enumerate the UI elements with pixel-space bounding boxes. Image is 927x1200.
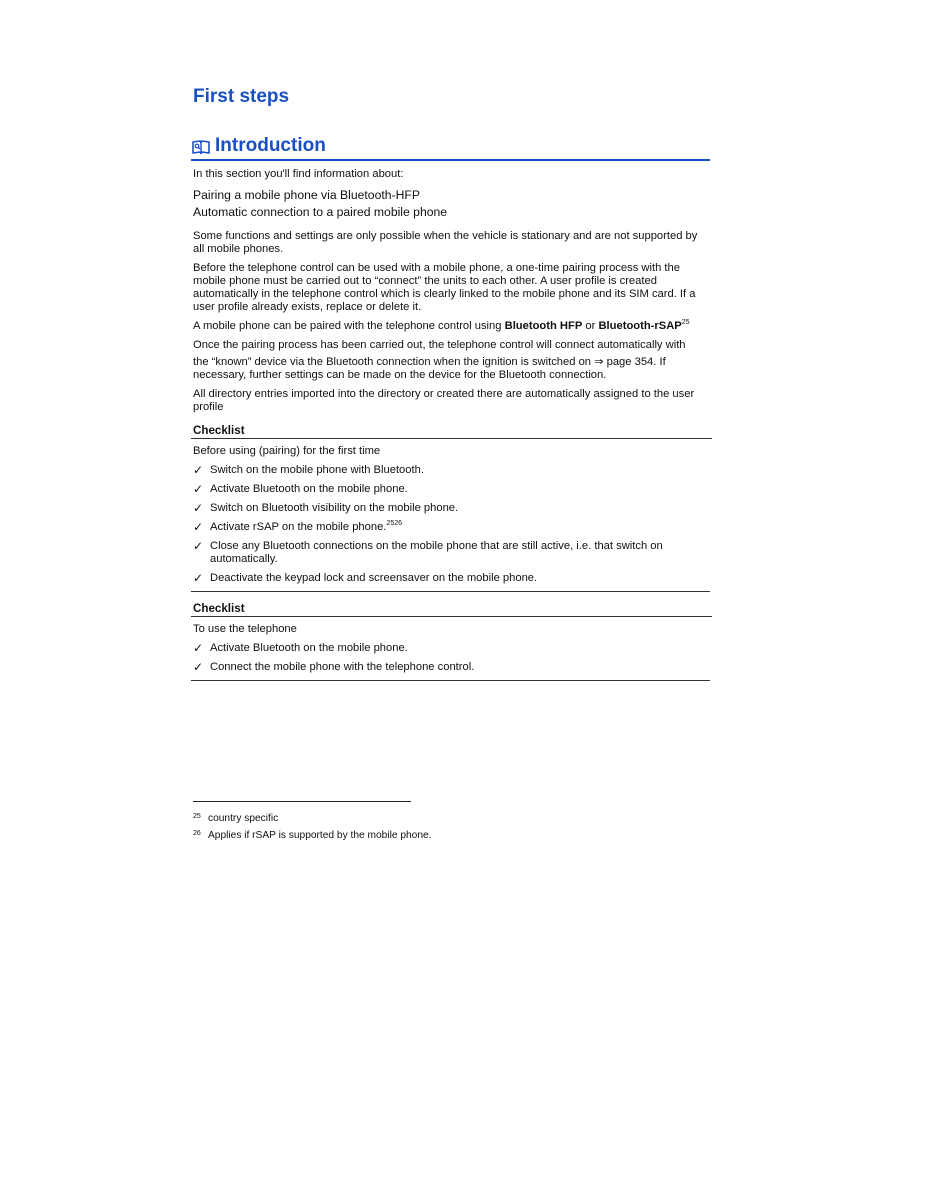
- checklist: [193, 642, 710, 674]
- paragraph: Once the pairing process has been carried out, the telephone control will connect automatically with: [193, 339, 686, 351]
- checklist: [193, 464, 710, 585]
- footnote-ref[interactable]: 2526: [386, 520, 402, 527]
- paragraph-text: or: [582, 320, 599, 332]
- checklist-divider: [191, 680, 710, 681]
- checkmark-icon: ✓: [193, 571, 204, 585]
- paragraph: the “known” device via the Bluetooth connection when the ignition is switched on ⇒ page 354. If necessary, further settings can be made on the device for the Bluetooth connection.: [193, 356, 666, 381]
- footnote: [193, 812, 710, 825]
- checklist-item-text: Activate Bluetooth on the mobile phone.: [210, 483, 408, 495]
- checklist-heading: Checklist: [191, 602, 712, 617]
- book-icon: [191, 139, 211, 155]
- checklist-item: [193, 521, 710, 534]
- checklist-item: [193, 502, 710, 515]
- checklist-item-text: Activate Bluetooth on the mobile phone.: [210, 642, 408, 654]
- footnote-text: Applies if rSAP is supported by the mobile phone.: [208, 830, 432, 841]
- footnote-divider: [193, 801, 411, 802]
- chapter-title: First steps: [193, 86, 290, 107]
- section-header: [191, 134, 710, 161]
- footnotes: [193, 812, 710, 846]
- checkmark-icon: ✓: [193, 660, 204, 674]
- checklist-divider: [191, 591, 710, 592]
- emphasis-text: Bluetooth HFP: [504, 320, 583, 332]
- topic-item: Automatic connection to a paired mobile phone: [193, 205, 448, 219]
- checkmark-icon: ✓: [193, 641, 204, 655]
- checklist-item-text: Switch on Bluetooth visibility on the mobile phone.: [210, 502, 459, 514]
- paragraph-text: A mobile phone can be paired with the telephone control using: [193, 320, 505, 332]
- checklist-item: [193, 483, 710, 496]
- emphasis-text: Bluetooth-rSAP: [598, 320, 682, 332]
- paragraph: Some functions and settings are only possible when the vehicle is stationary and are not supported by all mobile phones.: [193, 230, 698, 255]
- footnote-text: country specific: [208, 813, 279, 824]
- checklist-intro: Before using (pairing) for the first time: [193, 445, 381, 457]
- checklist-item-text: Connect the mobile phone with the telephone control.: [210, 661, 475, 673]
- checkmark-icon: ✓: [193, 482, 204, 496]
- footnote-ref[interactable]: 25: [681, 319, 690, 326]
- section-title: Introduction: [215, 135, 326, 156]
- topic-item: Pairing a mobile phone via Bluetooth-HFP: [193, 188, 420, 202]
- footnote: [193, 829, 710, 842]
- checklist-item: [193, 661, 710, 674]
- checklist-heading: Checklist: [191, 424, 712, 439]
- checklist-item-text: Switch on the mobile phone with Bluetooth.: [210, 464, 424, 476]
- intro-text: In this section you'll find information about:: [193, 168, 404, 180]
- checklist-intro: To use the telephone: [193, 623, 297, 635]
- checklist-item: [193, 464, 710, 477]
- checklist-item: [193, 572, 710, 585]
- checkmark-icon: ✓: [193, 501, 204, 515]
- paragraph: Before the telephone control can be used with a mobile phone, a one-time pairing process with the mobile phone must be carried out to “connect” the units to each other. A user profile is created automatically in the telephone control which is clearly linked to the mobile phone and its SIM card. If a user profile already exists, replace or delete it.: [193, 262, 696, 313]
- checklist-item-text: Close any Bluetooth connections on the mobile phone that are still active, i.e. that switch on automatically.: [210, 540, 663, 565]
- paragraph: All directory entries imported into the directory or created there are automatically assigned to the user profile: [193, 388, 695, 413]
- footnote-number: 25: [193, 813, 201, 820]
- checklist-item-text: Activate rSAP on the mobile phone.: [210, 521, 387, 533]
- topic-list: [193, 187, 710, 221]
- content-body: [193, 168, 710, 691]
- footnote-number: 26: [193, 830, 201, 837]
- paragraph: [193, 320, 710, 333]
- checkmark-icon: ✓: [193, 539, 204, 553]
- checkmark-icon: ✓: [193, 463, 204, 477]
- checkmark-icon: ✓: [193, 520, 204, 534]
- checklist-item: [193, 540, 710, 566]
- checklist-item: [193, 642, 710, 655]
- checklist-item-text: Deactivate the keypad lock and screensaver on the mobile phone.: [210, 572, 538, 584]
